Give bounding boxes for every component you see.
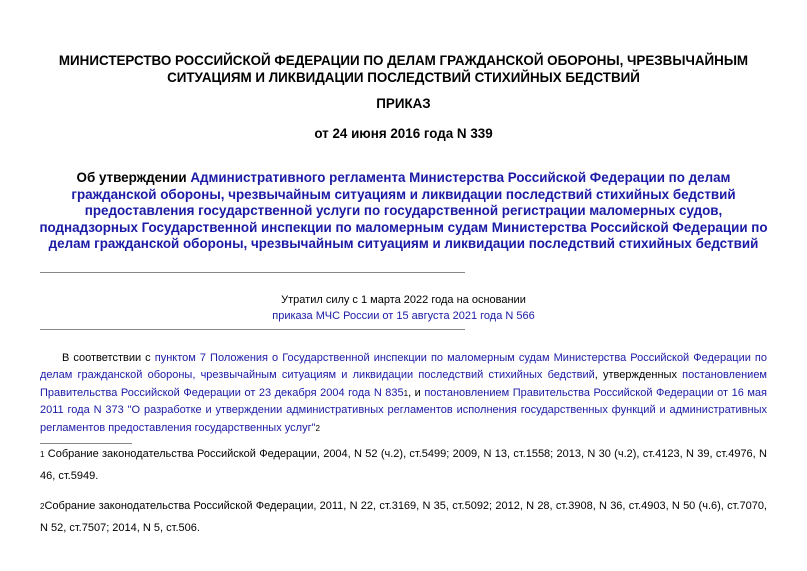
footnote-text-1: Собрание законодательства Российской Федерации, 2004, N 52 (ч.2), ст.5499; 2009, N 13, ст.1558; 2013, N 30 (ч.2), ст.4123, N 39, ст.4976, N 46, ст.5949.	[40, 448, 767, 482]
title-prefix: Об утверждении	[76, 170, 191, 185]
preamble-text-1: В соответствии с	[62, 352, 155, 364]
document-date: от 24 июня 2016 года N 339	[314, 126, 493, 141]
repeal-order-link[interactable]: приказа МЧС России от 15 августа 2021 года N 566	[272, 310, 535, 322]
regulation-clause-link[interactable]: пунктом 7 Положения о Государственной инспекции по маломерным судам Министерства Российской Федерации по делам гражданской обороны, чрезвычайным ситуациям и ликвидации последствий стихийных бедствий	[40, 352, 767, 382]
footnote-ref-1[interactable]: 1	[403, 388, 409, 398]
title-regulation-link[interactable]: Административного регламента Министерства Российской Федерации по делам гражданской обороны, чрезвычайным ситуациям и ликвидации последствий стихийных бедствий предоставления государственной услуги по государственной регистрации маломерных судов, поднадзорных Государственной инспекции по маломерным судам Министерства Российской Федерации по делам гражданской обороны, чрезвычайным ситуациям и ликвидации последствий стихийных бедствий	[39, 170, 768, 252]
footnote-2	[40, 496, 767, 539]
footnote-mark-1: 1	[40, 450, 45, 459]
footnote-text-2: Собрание законодательства Российской Федерации, 2011, N 22, ст.3169, N 35, ст.5092; 2012, N 28, ст.3908, N 36, ст.4903, N 50 (ч.6), ст.7070, N 52, ст.7507; 2014, N 5, ст.506.	[40, 500, 767, 534]
ministry-heading: МИНИСТЕРСТВО РОССИЙСКОЙ ФЕДЕРАЦИИ ПО ДЕЛАМ ГРАЖДАНСКОЙ ОБОРОНЫ, ЧРЕЗВЫЧАЙНЫМ СИТУАЦИЯМ И ЛИКВИДАЦИИ ПОСЛЕДСТВИЙ СТИХИЙНЫХ БЕДСТВИЙ	[58, 53, 749, 85]
footnote-1	[40, 444, 767, 487]
document-title	[38, 170, 769, 253]
divider-top	[40, 272, 465, 273]
divider-bottom	[40, 329, 465, 330]
repeal-text: Утратил силу с 1 марта 2022 года на основании	[281, 294, 526, 306]
footnote-mark-2: 2	[40, 502, 45, 511]
footnote-ref-2[interactable]: 2	[315, 423, 320, 433]
preamble-paragraph	[40, 350, 767, 437]
resolution-373-link[interactable]: постановлением Правительства Российской Федерации от 16 мая 2011 года N 373 "О разработке и утверждении административных регламентов исполнения государственных функций и административных регламентов предоставления государственных услуг"	[40, 386, 767, 434]
preamble-text-3: , и	[408, 386, 425, 399]
preamble-text-2: , утвержденных	[594, 369, 683, 382]
document-type: ПРИКАЗ	[376, 96, 431, 111]
resolution-835-link[interactable]: постановлением Правительства Российской Федерации от 23 декабря 2004 года N 835	[40, 369, 767, 399]
repeal-notice	[40, 292, 767, 324]
